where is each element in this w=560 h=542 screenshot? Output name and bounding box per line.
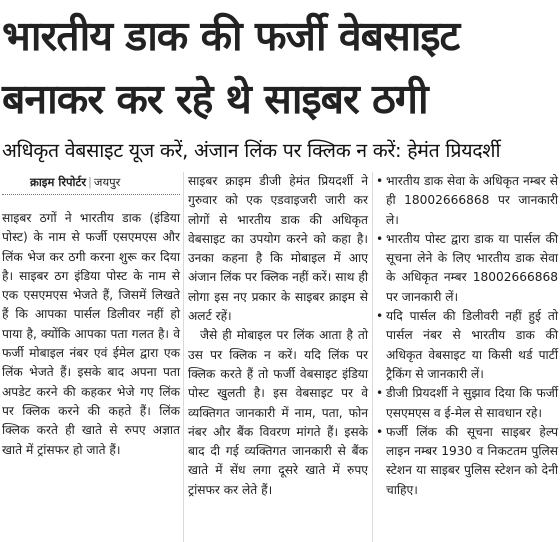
article-column-1	[2, 172, 180, 460]
byline	[2, 172, 180, 195]
tip-text: यदि पार्सल की डिलीवरी नहीं हुई तो पार्सल नंबर से भारतीय डाक की अधिकृत वेबसाइट या किसी थर्ड पार्टी ट्रैकिंग से जानकारी लें।	[386, 309, 558, 381]
bullet-icon: •	[376, 424, 384, 439]
headline	[2, 2, 558, 128]
advisory-tip	[376, 230, 558, 307]
advisory-tip	[376, 172, 558, 230]
article-paragraph: साइबर ठगों ने भारतीय डाक (इंडिया पोस्ट) के नाम से फर्जी एसएमएस और लिंक भेज कर ठगी करना शुरू कर दिया है। साइबर ठग इंडिया पोस्ट के नाम से एक एसएमएस भेजते हैं, जिसमें लिखते हैं कि आपका पार्सल डिलीवर नहीं हो पाया है, क्योंकि आपका पता गलत है। वे फर्जी मोबाइल नंबर एवं ईमेल द्वारा एक लिंक भेजते हैं। इसके बाद अपना पता अपडेट करने की कहकर भेजे गए लिंक पर क्लिक करने की कहते हैं। लिंक क्लिक करते ही खाते से रुपए अज्ञात खाते में ट्रांसफर हो जाते हैं।	[2, 211, 180, 457]
bullet-icon: •	[376, 309, 384, 324]
reporter-name: क्राइम रिपोर्टर	[30, 175, 87, 189]
advisory-tip	[376, 307, 558, 384]
bullet-icon: •	[376, 231, 384, 246]
bullet-icon: •	[376, 386, 384, 401]
bullet-icon: •	[376, 174, 384, 188]
article-column-2	[188, 172, 368, 500]
subheadline: अधिकृत वेबसाइट यूज करें, अंजान लिंक पर क्लिक न करें: हेमंत प्रियदर्शी	[2, 139, 501, 162]
advisory-tips-column	[376, 172, 558, 500]
article-paragraph: जैसे ही मोबाइल पर लिंक आता है तो उस पर क्लिक न करें। यदि लिंक पर क्लिक करते हैं तो फर्जी वेबसाइट इंडिया पोस्ट खुलती है। इस वेबसाइट पर वे व्यक्तिगत जानकारी में नाम, पता, फोन नंबर और बैंक विवरण मांगते हैं। इसके बाद दी गई व्यक्तिगत जानकारी से बैंक खाते में सेंध लगा दूसरे खाते में रुपए ट्रांसफर कर लेते हैं।	[188, 328, 368, 497]
column-divider	[372, 172, 373, 542]
headline-line-1: भारतीय डाक की फर्जी वेबसाइट	[2, 12, 460, 60]
article-body	[2, 172, 558, 542]
advisory-tip	[376, 423, 558, 500]
tip-text: भारतीय पोस्ट द्वारा डाक या पार्सल की सूचना लेने के लिए भारतीय डाक सेवा के अधिकृत नम्बर 18002666868 पर जानकारी लें।	[386, 231, 558, 304]
byline-separator: |	[88, 175, 92, 189]
dateline-city: जयपुर	[93, 175, 121, 189]
advisory-tip	[376, 384, 558, 423]
headline-line-2: बनाकर कर रहे थे साइबर ठगी	[2, 75, 428, 123]
column-divider	[183, 172, 184, 542]
tip-text: डीजी प्रियदर्शी ने सुझाव दिया कि फर्जी एसएमएस व ई-मेल से सावधान रहे।	[386, 386, 558, 420]
tip-text: फर्जी लिंक की सूचना साइबर हेल्प लाइन नम्बर 1930 व निकटतम पुलिस स्टेशन या साइबर पुलिस स्टेशन को देनी चाहिए।	[386, 424, 558, 497]
article-paragraph: साइबर क्राइम डीजी हेमंत प्रियदर्शी ने गुरुवार को एक एडवाइजरी जारी कर लोगों से भारतीय डाक की अधिकृत वेबसाइट का उपयोग करने को कहा है। उनका कहना है कि मोबाइल में आए अंजान लिंक पर क्लिक नहीं करें। साथ ही लोगा इस नए प्रकार के साइबर क्राइम से अलर्ट रहें।	[188, 174, 368, 324]
tip-text: भारतीय डाक सेवा के अधिकृत नम्बर से ही 18002666868 पर जानकारी ले।	[386, 174, 558, 227]
